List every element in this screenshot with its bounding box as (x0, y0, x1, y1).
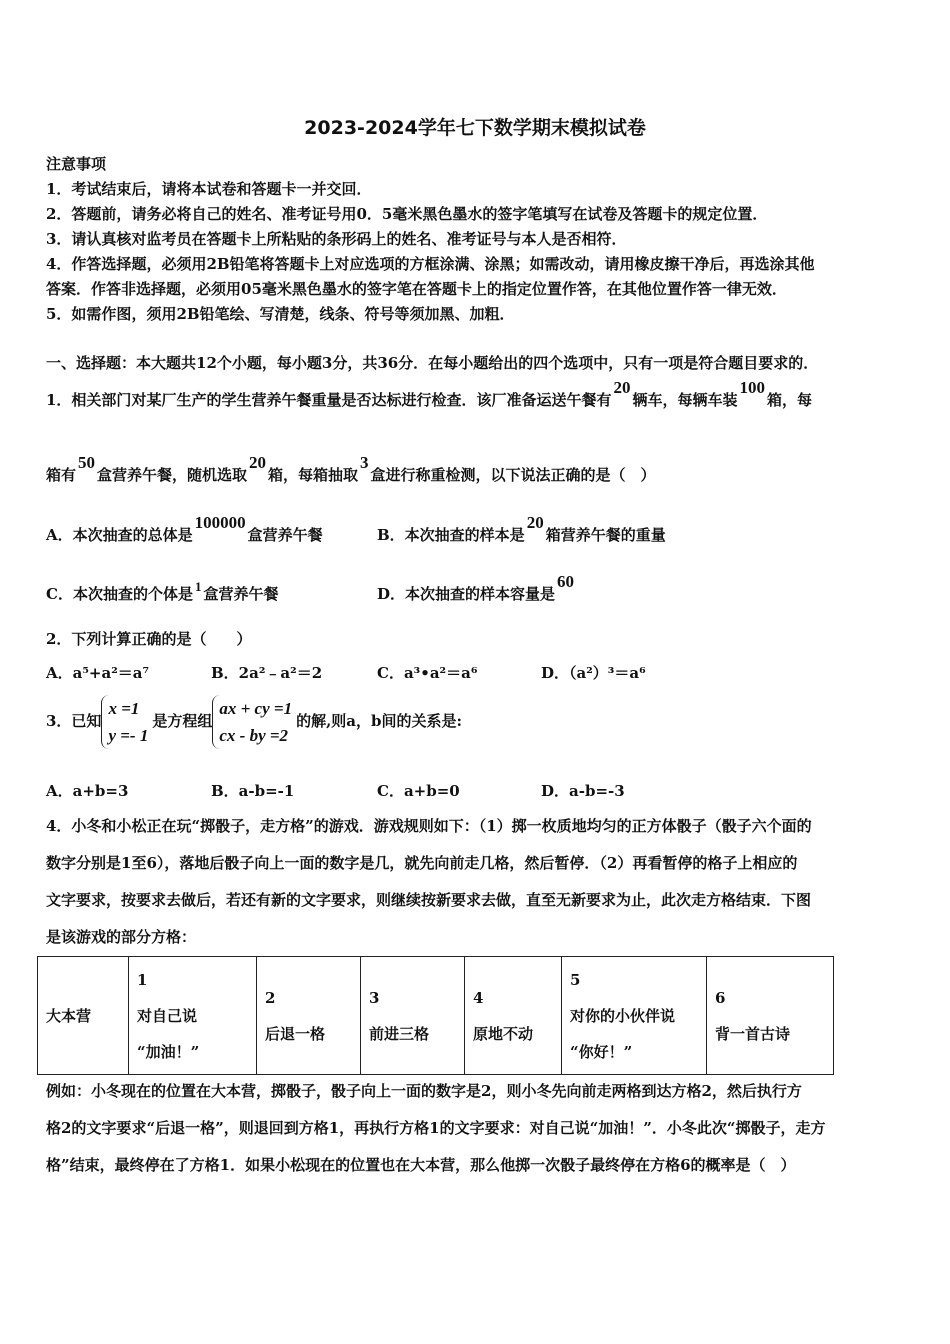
equation: cx - by =2 (219, 726, 289, 745)
cell-label: 大本营 (46, 1006, 92, 1025)
q1-number: 20 (249, 453, 267, 472)
cell-label: 原地不动 (473, 1024, 534, 1043)
board-cell (707, 957, 834, 1075)
q3-text: 是方程组 (152, 712, 213, 730)
q3-option-b[interactable]: B．a-b=-1 (211, 782, 295, 800)
option-text: B．本次抽查的样本是 (377, 526, 525, 544)
q2-option-a[interactable]: A．a⁵+a²＝a⁷ (46, 664, 150, 682)
q2-option-d[interactable]: D．（a²）³＝a⁶ (541, 664, 646, 682)
option-number: 100000 (194, 513, 246, 532)
equation: ax + cy =1 (219, 699, 293, 718)
option-number: 20 (526, 513, 544, 532)
cell-label: 对你的小伙伴说 (570, 1006, 676, 1025)
q4-text: 4．小冬和小松正在玩“掷骰子，走方格”的游戏．游戏规则如下：（1）掷一枚质地均匀的正方体骰子（骰子六个面的 (46, 817, 812, 835)
section-heading: 一、选择题：本大题共12个小题，每小题3分，共36分．在每小题给出的四个选项中，只有一项是符合题目要求的． (46, 354, 819, 372)
q1-text: 盒营养午餐，随机选取 (97, 466, 248, 484)
board-cell (361, 957, 465, 1075)
q1-number: 50 (78, 453, 96, 472)
cell-label: “加油！” (137, 1042, 200, 1061)
q1-line1 (46, 378, 812, 410)
q3-stem (46, 694, 462, 749)
q4-example: 例如：小冬现在的位置在大本营，掷骰子，骰子向上一面的数字是2，则小冬先向前走两格到达方格2，然后执行方 (46, 1082, 802, 1100)
q1-number: 100 (739, 378, 765, 397)
notice-item: 1．考试结束后，请将本试卷和答题卡一并交回． (46, 180, 372, 198)
board-cell (129, 957, 257, 1075)
board-cell (38, 957, 129, 1075)
cell-number: 6 (715, 988, 726, 1007)
option-text: 盒营养午餐 (203, 585, 279, 603)
q3-option-d[interactable]: D．a-b=-3 (541, 782, 625, 800)
q2-option-c[interactable]: C．a³•a²＝a⁶ (377, 664, 478, 682)
cell-number: 4 (473, 988, 484, 1007)
q2-option-b[interactable]: B．2a²﹣a²＝2 (211, 664, 323, 682)
q3-solution-system (101, 695, 152, 749)
q1-option-a[interactable] (46, 513, 323, 545)
page-title: 2023-2024学年七下数学期末模拟试卷 (304, 117, 646, 139)
q1-text: 箱有 (46, 466, 77, 484)
option-text: 箱营养午餐的重量 (545, 526, 666, 544)
option-text: C．本次抽查的个体是 (46, 585, 193, 603)
equation: x =1 (108, 699, 140, 718)
q3-equation-system (212, 695, 296, 749)
board-cell (562, 957, 707, 1075)
q1-option-d[interactable] (377, 572, 576, 604)
option-text: A．本次抽查的总体是 (46, 526, 193, 544)
notice-item: 3．请认真核对监考员在答题卡上所粘贴的条形码上的姓名、准考证号与本人是否相符． (46, 230, 627, 248)
q1-number: 20 (613, 378, 631, 397)
notice-item: 2．答题前，请务必将自己的姓名、准考证号用0．5毫米黑色墨水的签字笔填写在试卷及答题卡的规定位置． (46, 205, 768, 223)
q4-text: 数字分别是1至6），落地后骰子向上一面的数字是几，就先向前走几格，然后暂停．（2）再看暂停的格子上相应的 (46, 854, 798, 872)
cell-label: 后退一格 (265, 1024, 326, 1043)
cell-number: 2 (265, 988, 276, 1007)
q1-text: 箱，每箱抽取 (268, 466, 359, 484)
q3-text: 的解,则a，b间的关系是: (296, 712, 463, 730)
equation: y =- 1 (108, 726, 149, 745)
q1-text: 盒进行称重检测，以下说法正确的是（ ） (370, 466, 656, 484)
board-cell (465, 957, 562, 1075)
q3-option-c[interactable]: C．a+b=0 (377, 782, 460, 800)
q2-stem: 2．下列计算正确的是（ ） (46, 630, 252, 648)
q1-option-c[interactable] (46, 579, 279, 604)
q4-text: 是该游戏的部分方格： (46, 928, 197, 946)
q3-option-a[interactable]: A．a+b=3 (46, 782, 129, 800)
q1-line2 (46, 453, 656, 485)
q4-example: 格2的文字要求“后退一格”，则退回到方格1，再执行方格1的文字要求：对自己说“加油！”．小冬此次“掷骰子，走方 (46, 1119, 826, 1137)
notice-item: 4．作答选择题，必须用2B铅笔将答题卡上对应选项的方框涂满、涂黑；如需改动，请用橡皮擦干净后，再选涂其他 (46, 255, 815, 273)
cell-number: 1 (137, 970, 148, 989)
q1-option-b[interactable] (377, 513, 666, 545)
option-text: 盒营养午餐 (247, 526, 323, 544)
q1-text: 1．相关部门对某厂生产的学生营养午餐重量是否达标进行检查．该厂准备运送午餐有 (46, 391, 612, 409)
notice-heading: 注意事项 (46, 155, 107, 173)
q1-number: 3 (360, 453, 369, 472)
q4-example: 格”结束，最终停在了方格1．如果小松现在的位置也在大本营，那么他掷一次骰子最终停在方格6的概率是（ ） (46, 1156, 796, 1174)
notice-item: 答案．作答非选择题，必须用05毫米黑色墨水的签字笔在答题卡上的指定位置作答，在其他位置作答一律无效． (46, 280, 787, 298)
q1-text: 辆车，每辆车装 (632, 391, 738, 409)
q4-text: 文字要求，按要求去做后，若还有新的文字要求，则继续按新要求去做，直至无新要求为止，此次走方格结束．下图 (46, 891, 812, 909)
option-text: D．本次抽查的样本容量是 (377, 585, 556, 603)
cell-label: 对自己说 (137, 1006, 198, 1025)
notice-item: 5．如需作图，须用2B铅笔绘、写清楚，线条、符号等须加黑、加粗． (46, 305, 515, 323)
cell-label: 背一首古诗 (715, 1024, 791, 1043)
cell-number: 3 (369, 988, 380, 1007)
q1-text: 箱，每 (766, 391, 812, 409)
q3-text: 3．已知 (46, 712, 102, 730)
option-number: 1 (194, 579, 202, 594)
cell-label: “你好！” (570, 1042, 633, 1061)
cell-number: 5 (570, 970, 581, 989)
board-cell (257, 957, 361, 1075)
option-number: 60 (557, 572, 575, 591)
game-board-table (37, 956, 834, 1075)
cell-label: 前进三格 (369, 1024, 430, 1043)
